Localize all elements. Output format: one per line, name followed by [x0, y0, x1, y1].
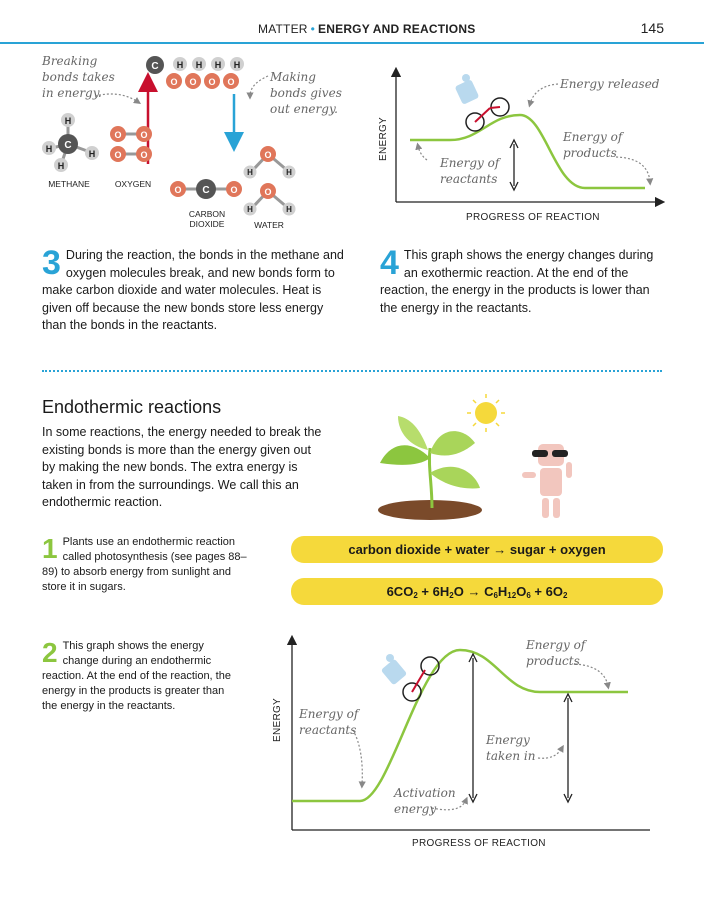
step-4-number: 4	[380, 244, 399, 282]
f-h-sub: 12	[507, 591, 517, 600]
making-note-line1: Making	[270, 70, 316, 84]
endo-step-2-number: 2	[42, 637, 58, 668]
robot-with-sunglasses-icon	[518, 440, 584, 526]
eq-product1: sugar	[509, 542, 546, 557]
svg-text:H: H	[233, 60, 241, 70]
svg-text:O: O	[230, 185, 238, 195]
oxygen-label: OXYGEN	[114, 179, 152, 189]
f-co2-sub: 2	[413, 591, 418, 600]
svg-text:O: O	[140, 150, 148, 160]
endo-reactants-pointer	[353, 730, 362, 785]
svg-text:H: H	[247, 168, 253, 177]
endothermic-title: Endothermic reactions	[42, 397, 222, 417]
endo-step-1-text: Plants use an endothermic reaction called photosynthesis (see pages 88–89) to absorb energy from sunlight and store it in sugars.	[42, 536, 247, 593]
svg-text:H: H	[57, 161, 65, 171]
carbon-dioxide-label-line1: CARBON	[188, 209, 226, 219]
endo-reactants-line1: Energy of	[299, 707, 359, 721]
exo-products-line2: products	[563, 146, 617, 160]
svg-text:H: H	[45, 144, 53, 154]
svg-text:O: O	[170, 77, 178, 87]
endo-activation-line2: energy	[394, 802, 437, 816]
step-4-text: This graph shows the energy changes during an exothermic reaction. At the end of the reaction, the energy in the products is lower than the energy in the reactants.	[380, 248, 654, 315]
oxygen-molecules	[110, 126, 152, 162]
endo-step-2	[42, 639, 242, 714]
carbon-dioxide-molecule	[170, 179, 242, 199]
eq-plus2: +	[548, 542, 557, 557]
endo-energy-products-label	[526, 637, 585, 669]
f-arrow: →	[467, 584, 481, 599]
page-number: 145	[640, 20, 664, 36]
f-o2	[546, 584, 568, 599]
exo-energy-products-label	[563, 129, 622, 161]
endo-step-1-number: 1	[42, 533, 58, 564]
step-4	[380, 244, 664, 317]
making-pointer	[250, 76, 268, 96]
f-h2o-o: O	[453, 584, 464, 599]
svg-text:H: H	[247, 205, 253, 214]
endo-taken-in-pointer	[538, 748, 562, 758]
endo-products-line2: products	[526, 654, 580, 668]
f-c: C	[484, 584, 494, 599]
f-sugar	[484, 584, 531, 599]
breaking-note-line2: bonds takes	[42, 70, 115, 84]
f-co2	[387, 584, 418, 599]
f-plus1: +	[421, 584, 429, 599]
svg-text:H: H	[286, 205, 292, 214]
f-c-sub: 6	[493, 591, 498, 600]
svg-text:C: C	[151, 61, 159, 72]
exo-products-line1: Energy of	[563, 130, 623, 144]
endo-x-label: PROGRESS OF REACTION	[412, 838, 546, 849]
word-equation	[291, 536, 663, 563]
sun-icon	[467, 394, 505, 432]
f-h2o-coef: 6H	[432, 584, 450, 599]
water-molecules	[244, 146, 296, 216]
methane-molecule	[42, 113, 99, 172]
running-head	[258, 22, 475, 36]
svg-text:H: H	[64, 116, 72, 126]
f-o: O	[516, 584, 527, 599]
f-h2o-sub: 2	[449, 591, 454, 600]
breaking-note-line3: in energy.	[42, 86, 102, 100]
endo-step-2-text: This graph shows the energy change during an endothermic reaction. At the end of the reaction, the energy in the products is greater than the energy in the reactants.	[42, 640, 231, 712]
exo-released-pointer	[530, 84, 558, 104]
eq-reactant2: water	[455, 542, 490, 557]
endo-energy-taken-in-label	[486, 732, 535, 764]
svg-text:O: O	[140, 130, 148, 140]
making-note-line3: out energy.	[270, 102, 338, 116]
svg-text:C: C	[202, 185, 210, 196]
methane-label: METHANE	[48, 179, 90, 189]
svg-text:O: O	[227, 77, 235, 87]
svg-text:O: O	[114, 130, 122, 140]
water-label: WATER	[254, 220, 284, 230]
svg-text:O: O	[174, 185, 182, 195]
f-plus2: +	[534, 584, 542, 599]
exo-x-label: PROGRESS OF REACTION	[466, 212, 600, 223]
f-h2o	[433, 584, 464, 599]
breaking-pointer	[95, 94, 138, 102]
carbon-dioxide-label	[182, 209, 232, 229]
separated-atoms	[146, 56, 244, 89]
f-co2-coef: 6CO	[386, 584, 414, 599]
exo-energy-released-label: Energy released	[560, 77, 660, 91]
step-3	[42, 244, 348, 335]
f-h: H	[497, 584, 508, 599]
eq-reactant1: carbon dioxide	[348, 542, 441, 557]
running-head-topic: ENERGY AND REACTIONS	[318, 22, 476, 36]
endo-taken-in-line2: taken in	[486, 749, 536, 763]
formula-equation	[291, 578, 663, 605]
endo-products-line1: Energy of	[526, 638, 586, 652]
eq-arrow: →	[493, 542, 507, 557]
step-3-number: 3	[42, 244, 61, 282]
svg-text:C: C	[64, 140, 72, 151]
endo-reactants-line2: reactants	[299, 723, 357, 737]
soil	[378, 500, 482, 520]
breaking-note-line1: Breaking	[42, 54, 98, 68]
endo-step-1	[42, 535, 252, 595]
svg-text:H: H	[195, 60, 203, 70]
page-header	[0, 0, 704, 44]
f-o2-coef: 6O	[545, 584, 563, 599]
making-note-line2: bonds gives	[270, 86, 342, 100]
running-head-section: MATTER	[258, 22, 308, 36]
svg-text:H: H	[286, 168, 292, 177]
exo-y-label: ENERGY	[378, 116, 389, 161]
eq-plus1: +	[444, 542, 453, 557]
section-divider	[42, 370, 662, 372]
f-o-sub: 6	[526, 591, 531, 600]
endo-activation-line1: Activation	[394, 786, 456, 800]
f-o2-sub: 2	[562, 591, 568, 600]
exo-energy-reactants-label	[440, 155, 499, 187]
endo-activation-energy-label	[394, 785, 456, 817]
svg-text:O: O	[114, 150, 122, 160]
carbon-dioxide-label-line2: DIOXIDE	[189, 219, 225, 229]
running-head-bullet: •	[310, 22, 316, 36]
svg-text:O: O	[208, 77, 216, 87]
endo-taken-in-line1: Energy	[486, 733, 530, 747]
svg-text:H: H	[176, 60, 184, 70]
endo-energy-reactants-label	[299, 706, 358, 738]
step-3-text: During the reaction, the bonds in the methane and oxygen molecules break, and new bonds form to make carbon dioxide and water molecules. Heat is given off because the new bonds store less energy than the bonds in the reactants.	[42, 248, 344, 332]
svg-text:O: O	[264, 150, 272, 160]
svg-text:H: H	[214, 60, 222, 70]
endo-y-label: ENERGY	[272, 697, 283, 742]
molecule-svg	[0, 44, 360, 244]
eq-product2: oxygen	[560, 542, 606, 557]
cyclist-robot-icon	[455, 74, 509, 131]
endothermic-intro: In some reactions, the energy needed to break the existing bonds is more than the energy given out by making the new bonds. The extra energy is taken in from the surroundings. We call this an endothermic reaction.	[42, 425, 322, 509]
svg-text:O: O	[264, 187, 272, 197]
exo-reactants-pointer	[418, 146, 427, 160]
svg-text:H: H	[88, 149, 96, 159]
svg-text:O: O	[189, 77, 197, 87]
plant-icon	[380, 416, 480, 508]
exo-reactants-line1: Energy of	[440, 156, 500, 170]
exo-reactants-line2: reactants	[440, 172, 498, 186]
plant-sun-robot-illustration	[370, 388, 530, 528]
